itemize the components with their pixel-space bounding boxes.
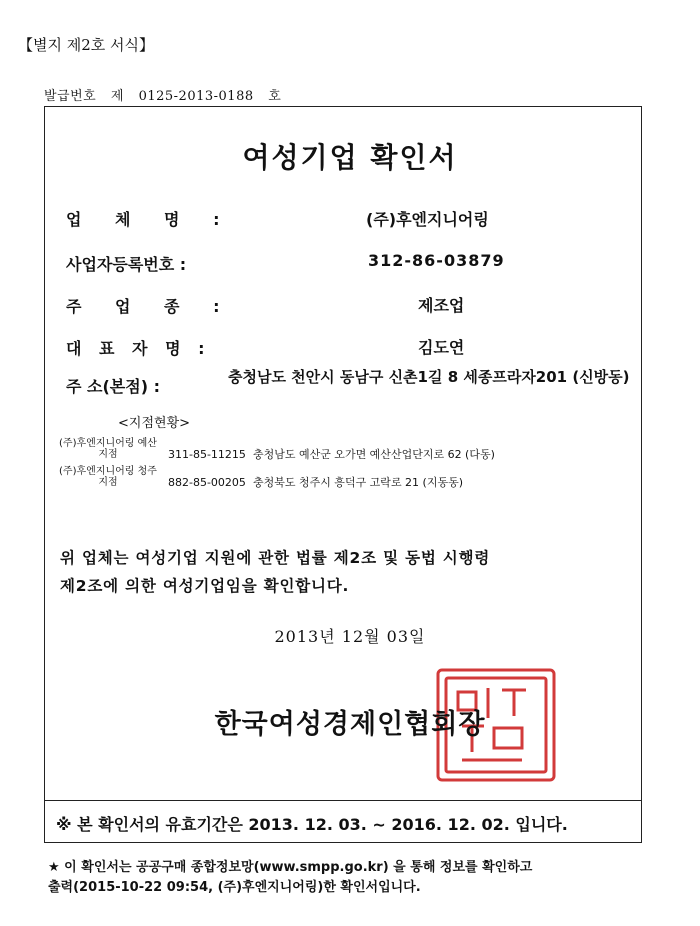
footer-divider (44, 800, 642, 801)
branch-info (168, 446, 495, 462)
branch-name: (주)후엔지니어링 예산지점 (59, 438, 157, 460)
representative-value: 김도연 (418, 338, 465, 357)
branch-address: 충청남도 예산군 오가면 예산산업단지로 62 (다동) (252, 448, 495, 461)
issue-number-prefix: 제 (110, 89, 124, 104)
print-note-line-1: ★ 이 확인서는 공공구매 종합정보망(www.smpp.go.kr) 을 통해 정보를 확인하고 (48, 860, 533, 875)
representative-label: 대 표 자 명 : (66, 339, 211, 358)
branch-reg: 311-85-11215 (168, 448, 246, 461)
address-value: 충청남도 천안시 동남구 신촌1길 8 세종프라자201 (신방동) (228, 368, 630, 386)
issue-number-line (44, 85, 291, 104)
branch-reg: 882-85-00205 (168, 476, 246, 489)
document-title: 여성기업 확인서 (242, 141, 458, 174)
branch-address: 충청북도 청주시 흥덕구 고락로 21 (지동동) (252, 476, 464, 489)
registration-value: 312-86-03879 (368, 251, 505, 270)
registration-label: 사업자등록번호 : (66, 255, 187, 274)
validity-period: ※ 본 확인서의 유효기간은 2013. 12. 03. ~ 2016. 12. 02. 입니다. (56, 815, 568, 834)
statement-line-1: 위 업체는 여성기업 지원에 관한 법률 제2조 및 동법 시행령 (60, 549, 491, 567)
business-type-label: 주 업 종 : (66, 297, 234, 316)
issue-number-value: 0125-2013-0188 (138, 89, 254, 104)
branches-heading: <지점현황> (118, 416, 191, 431)
company-value: (주)후엔지니어링 (366, 210, 489, 229)
branch-name: (주)후엔지니어링 청주지점 (59, 466, 157, 488)
print-note-line-2: 출력(2015-10-22 09:54, (주)후엔지니어링)한 확인서입니다. (48, 880, 421, 895)
business-type-value: 제조업 (418, 296, 465, 315)
issue-number-label: 발급번호 (44, 89, 97, 104)
statement-line-2: 제2조에 의한 여성기업임을 확인합니다. (60, 577, 350, 595)
address-label: 주 소(본점) : (66, 377, 160, 396)
company-label: 업 체 명 : (66, 210, 234, 229)
issue-number-suffix: 호 (268, 89, 282, 104)
branch-info (168, 474, 463, 490)
issuer-name: 한국여성경제인협회장 (214, 709, 486, 740)
issue-date: 2013년 12월 03일 (274, 627, 426, 646)
form-label: 【별지 제2호 서식】 (18, 36, 155, 54)
